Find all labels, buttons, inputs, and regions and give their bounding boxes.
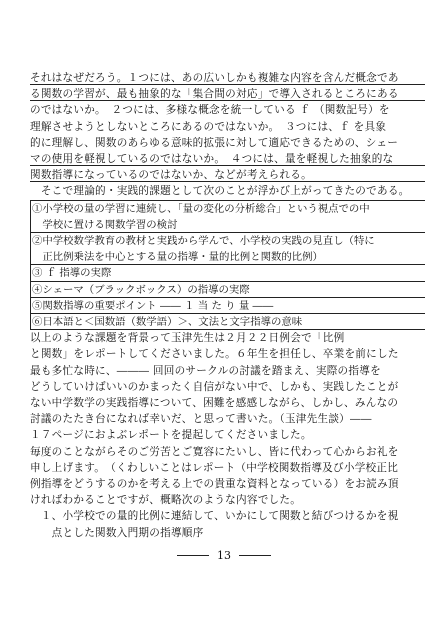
- text-line: ければわかることですが、概略次のような内容でした。: [30, 494, 302, 507]
- text-line: のではないか。 ２つには、多様な概念を統一している ｆ （関数記号）を: [30, 104, 390, 117]
- text-line: 例指導をどうするのかを考える上での貴重な資料となっている）をお読み頂: [30, 478, 399, 490]
- issue-item: ③ ｆ 指導の実際: [32, 267, 112, 280]
- text-line: ない中学数学の実践指導について、困難を感感しながら、しかし、みんなの: [30, 397, 399, 409]
- dash-decoration: [177, 555, 209, 556]
- issue-item: ⑥日本語と＜国数語（数学語）＞、文法と文字指導の意味: [32, 316, 303, 328]
- page-number: [0, 549, 448, 562]
- dash-decoration: [239, 555, 271, 556]
- text-line: マの使用を軽視しているのではないか。 ４つには、量を軽視した抽象的な: [30, 153, 425, 166]
- issue-item-key-point: ⑤関数指導の重要ポイント ―― １ 当 た り 量 ――: [32, 299, 274, 312]
- box-divider: [30, 281, 425, 282]
- text-line: １７ページにおよぶレポートを提起してくださいました。: [30, 429, 312, 442]
- box-divider: [30, 232, 425, 233]
- box-border-left: [30, 200, 31, 330]
- issue-item: 正比例乗法を中心とする量の指導・量的比例と関数的比例）: [32, 251, 323, 264]
- text-line: 点とした関数入門期の指導順序: [30, 526, 204, 539]
- text-line: 毎度のことながらそのご労苦とご寛容にたいし、皆に代わって心からお礼を: [30, 445, 399, 458]
- page-number-text: 13: [217, 548, 231, 562]
- box-border-top: [30, 200, 425, 201]
- issue-item: ④シェーマ（ブラックボックス）の指導の実際: [32, 283, 250, 296]
- text-line: 理解させようとしないところにあるのではないか。 ３つには、ｆ を具象: [30, 120, 387, 133]
- text-line: １、小学校での量的比例に連結して、いかにして関数と結びつけるかを視: [30, 510, 399, 523]
- text-line: る関数の学習が、最も抽象的な「集合間の対応」で導入されるところにある: [30, 88, 425, 101]
- text-line: と関数」をレポートしてくださいました。６年生を担任し、卒業を前にした: [30, 348, 399, 361]
- issue-item: ①小学校の量の学習に連続し、「量の変化の分析総合」という視点での中: [32, 202, 370, 215]
- box-border-bottom: [30, 329, 425, 330]
- intro-line: そこで理論的・実践的課題として次のことが浮かび上がってきたのである。: [30, 185, 410, 198]
- box-divider: [30, 313, 425, 314]
- text-line: 討議のたたき台になれば幸いだ、と思って書いた。（玉津先生談）――: [30, 413, 372, 426]
- text-line: 申し上げます。 （くわしいことはレポート（中学校関数指導及び小学校正比: [30, 461, 399, 474]
- box-divider: [30, 297, 425, 298]
- issue-item: ②中学校数学教育の教材と実践から学んで、小学校の実践の見直し（特に: [32, 235, 375, 247]
- issue-item: 学校に置ける関数学習の検討: [32, 218, 178, 231]
- text-line: 以上のような課題を背景って玉津先生は２月２２日例会で「比例: [30, 332, 345, 345]
- box-divider: [30, 264, 425, 265]
- text-line: 関数指導になっているのではないか、などが考えられる。: [30, 169, 425, 182]
- text-line: それはなぜだろう。１つには、あの広いしかも複雑な内容を含んだ概念であ: [30, 72, 425, 85]
- text-line: 的に理解し、関数のあらゆる意味的拡張に対して適応できるための、シェー: [30, 136, 399, 149]
- text-line: 最も多忙な時に、――― 回回のサークルの討議を踏まえ、実際の指導を: [30, 364, 381, 377]
- text-line: どうしていけばいいのかまったく自信がない中で、しかも、実践したことが: [30, 380, 399, 393]
